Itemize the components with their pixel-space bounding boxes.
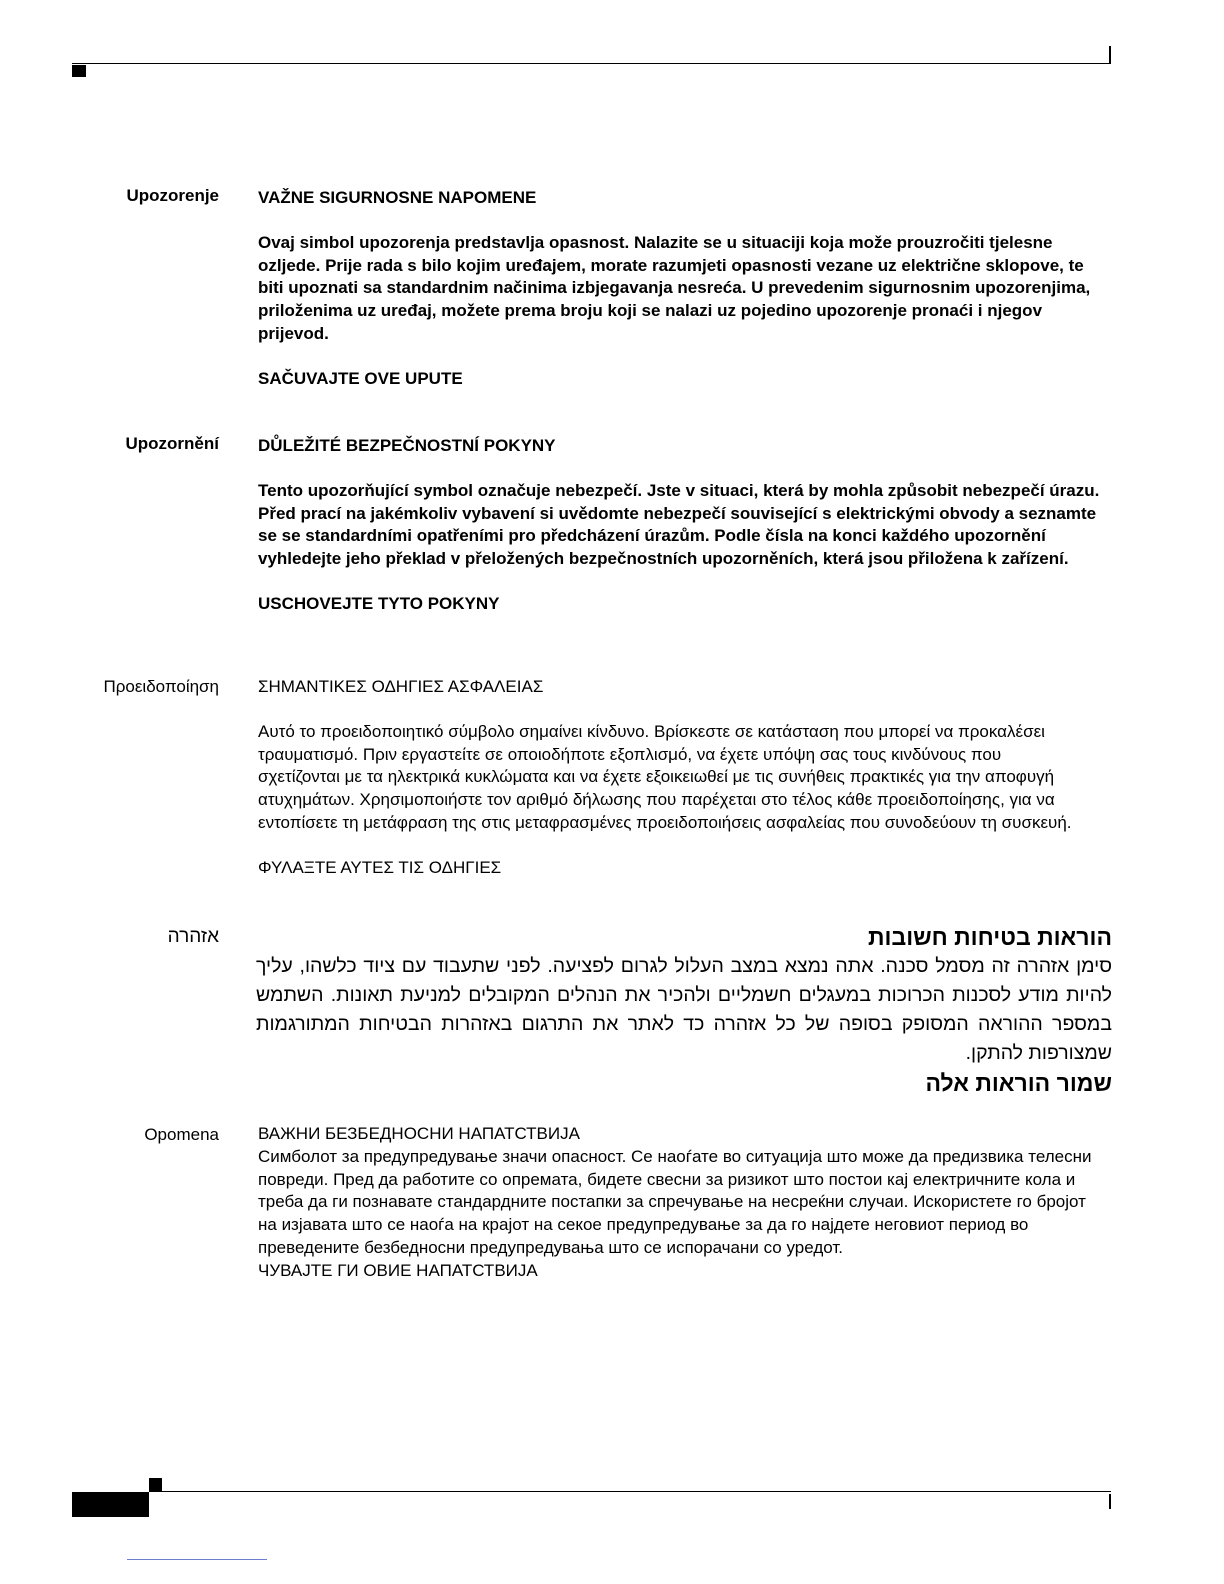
section-label: Upozornění bbox=[125, 434, 219, 453]
section-content bbox=[258, 435, 1113, 616]
section-heading: VAŽNE SIGURNOSNE NAPOMENE bbox=[258, 188, 537, 207]
section-heading: DŮLEŽITÉ BEZPEČNOSTNÍ POKYNY bbox=[258, 436, 556, 455]
section-body: Αυτό το προειδοποιητικό σύμβολο σημαίνει κίνδυνο. Βρίσκεστε σε κατάσταση που μπορεί να προκαλέσει τραυματισμό. Πριν εργαστείτε σε οποιοδήποτε εξοπλισμό, να έχετε υπόψη σας τους κινδύνους που σχετίζονται με τα ηλεκτρικά κυκλώματα και να έχετε εξοικειωθεί με τις συνήθεις πρακτικές για την αποφυγή ατυχημάτων. Χρησιμοποιήστε τον αριθμό δήλωσης που παρέχεται στο τέλος κάθε προειδοποίησης, για να εντοπίσετε τη μετάφραση της στις μεταφρασμένες προειδοποιήσεις ασφαλείας που συνοδεύουν τη συσκευή. bbox=[258, 721, 1072, 832]
section-label: Προειδοποίηση bbox=[103, 677, 219, 696]
footer-tick bbox=[1109, 1494, 1111, 1509]
header-tick bbox=[1109, 46, 1111, 64]
section-heading: ВАЖНИ БЕЗБЕДНОСНИ НАПАТСТВИЈА bbox=[258, 1124, 580, 1143]
section-closing: ΦΥΛΑΞΤΕ ΑΥΤΕΣ ΤΙΣ ΟΔΗΓΙΕΣ bbox=[258, 857, 502, 877]
section-heading: ΣΗΜΑΝΤΙΚΕΣ ΟΔΗΓΙΕΣ ΑΣΦΑΛΕΙΑΣ bbox=[258, 677, 544, 696]
section-label: Opomena bbox=[144, 1125, 219, 1144]
header-rule bbox=[72, 63, 1111, 64]
section-body: Симболот за предупредување значи опасност. Се наоѓате во ситуација што може да предизвика телесни повреди. Пред да работите со опремата, бидете свесни за ризикот што постои кај електричните кола и треба да ги познавате стандардните постапки за спречување на несреќни случаи. Искористете го бројот на изјавата што се наоѓа на крајот на секое предупредување за да го најдете неговиот период во преведените безбедносни предупредувања што се испорачани со уредот. bbox=[258, 1146, 1092, 1257]
section-content bbox=[258, 676, 1083, 880]
section-heading: הוראות בטיחות חשובות bbox=[868, 924, 1112, 950]
section-label: אזהרה bbox=[167, 926, 219, 947]
section-content bbox=[256, 922, 1112, 1098]
section-body: Tento upozorňující symbol označuje nebezpečí. Jste v situaci, která by mohla způsobit nebezpečí úrazu. Před prací na jakémkoliv vybavení si uvědomte nebezpečí související s elektrickými obvody a seznamte se se standardními opatřeními pro předcházení úrazům. Podle čísla na konci každého upozornění vyhledejte jeho překlad v přeložených bezpečnostních upozorněních, která jsou přiložena k zařízení. bbox=[258, 480, 1100, 569]
section-label: Upozorenje bbox=[126, 186, 219, 205]
section-body: Ovaj simbol upozorenja predstavlja opasnost. Nalazite se u situaciji koja može prouzročiti tjelesne ozljede. Prije rada s bilo kojim uređajem, morate razumjeti opasnosti vezane uz električne sklopove, te biti upoznati sa standardnim načinima izbjegavanja nesreća. U prevedenim sigurnosnim upozorenjima, priloženima uz uređaj, možete prema broju koji se nalazi uz pojedino upozorenje pronaći i njegov prijevod. bbox=[258, 232, 1091, 343]
section-content bbox=[258, 187, 1113, 391]
footer-page-tab bbox=[72, 1492, 149, 1517]
header-marker bbox=[72, 65, 86, 77]
section-closing: USCHOVEJTE TYTO POKYNY bbox=[258, 593, 500, 613]
footer-link-underline[interactable] bbox=[127, 1559, 267, 1560]
section-closing: שמור הוראות אלה bbox=[925, 1070, 1112, 1096]
section-closing: SAČUVAJTE OVE UPUTE bbox=[258, 368, 463, 388]
section-body: סימן אזהרה זה מסמל סכנה. אתה נמצא במצב העלול לגרום לפציעה. לפני שתעבוד עם ציוד כלשהו, עליך להיות מודע לסכנות הכרוכות במעגלים חשמליים ולהכיר את הנהלים המקובלים למניעת תאונות. השתמש במספר ההוראה המסופק בסופה של כל אזהרה כד לאתר את התרגום באזהרות הבטיחות המתורגמות שמצורפות להתקן. bbox=[256, 955, 1112, 1064]
section-content bbox=[258, 1123, 1108, 1283]
footer-rule bbox=[149, 1491, 1111, 1492]
footer-marker bbox=[149, 1478, 162, 1491]
section-closing: ЧУВАЈТЕ ГИ ОВИЕ НАПАТСТВИЈА bbox=[258, 1260, 538, 1280]
